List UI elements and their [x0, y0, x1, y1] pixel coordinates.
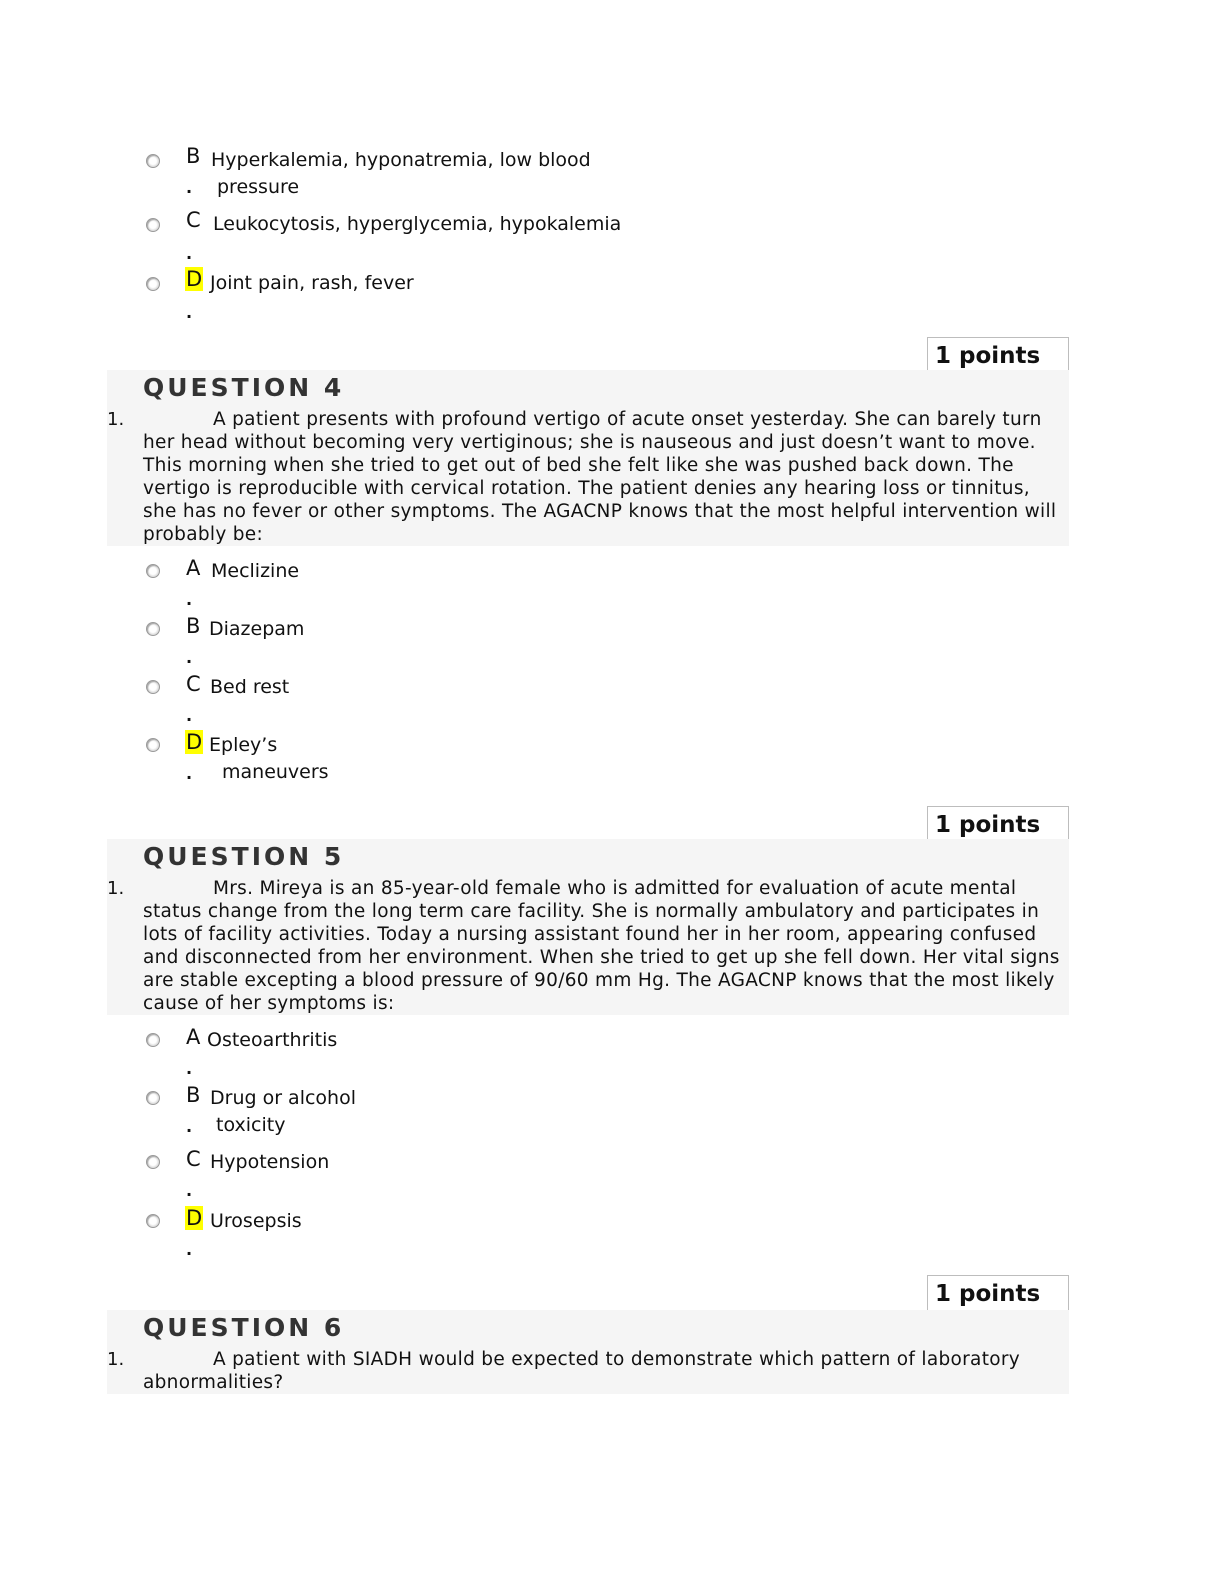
answer-option[interactable] — [0, 556, 1224, 616]
radio-button[interactable] — [146, 1214, 160, 1228]
option-text: Hyperkalemia, hyponatremia, low blood — [211, 149, 591, 171]
option-text: Diazepam — [209, 618, 305, 640]
question-title: QUESTION 5 — [143, 842, 345, 871]
radio-button[interactable] — [146, 564, 160, 578]
answer-option[interactable] — [0, 267, 1224, 327]
answer-option[interactable] — [0, 1206, 1224, 1266]
option-dot: . — [186, 1240, 193, 1259]
points-box — [927, 337, 1069, 373]
answer-option[interactable] — [0, 730, 1224, 790]
option-text: Leukocytosis, hyperglycemia, hypokalemia — [213, 213, 622, 235]
option-dot: . — [186, 1117, 193, 1136]
option-dot: . — [186, 244, 193, 263]
option-dot: . — [186, 1181, 193, 1200]
option-text: Joint pain, rash, fever — [210, 272, 414, 294]
points-label: 1 points — [935, 343, 1041, 369]
radio-button[interactable] — [146, 1155, 160, 1169]
question-number: 1. — [107, 878, 125, 899]
option-letter-highlighted: D — [186, 730, 203, 754]
option-text: Epley’s — [209, 734, 278, 756]
question-number: 1. — [107, 409, 125, 430]
option-letter: C — [186, 1147, 201, 1171]
radio-button[interactable] — [146, 622, 160, 636]
option-letter: A — [186, 556, 201, 580]
question-text: A patient with SIADH would be expected to demonstrate which pattern of laboratory abnormalities? — [143, 1349, 1021, 1393]
question-panel — [107, 839, 1069, 1015]
answer-option[interactable] — [0, 1025, 1224, 1085]
option-text: Meclizine — [211, 560, 300, 582]
option-dot: . — [186, 764, 193, 783]
option-letter: B — [186, 1083, 201, 1107]
option-dot: . — [186, 706, 193, 725]
option-dot: . — [186, 303, 193, 322]
answer-option[interactable] — [0, 1083, 1224, 1143]
option-letter: A — [186, 1025, 201, 1049]
option-letter: C — [186, 672, 201, 696]
option-letter-highlighted: D — [186, 267, 203, 291]
option-letter: B — [186, 614, 201, 638]
option-letter-highlighted: D — [186, 1206, 203, 1230]
option-dot: . — [186, 590, 193, 609]
option-dot: . — [186, 648, 193, 667]
question-text: Mrs. Mireya is an 85-year-old female who is admitted for evaluation of acute mental status change from the long term care facility. She is normally ambulatory and participates in lots of facility activities. Today a nursing assistant found her in her room, appearing confused and disconnected from her environment. When she tried to get up she fell down. Her vital signs are stable excepting a blood pressure of 90/60 mm Hg. The AGACNP knows that the most likely cause of her symptoms is: — [143, 878, 1060, 1014]
question-panel — [107, 370, 1069, 546]
option-text-continued: pressure — [217, 176, 300, 198]
radio-button[interactable] — [146, 154, 160, 168]
answer-option[interactable] — [0, 1147, 1224, 1207]
option-text: Hypotension — [210, 1151, 330, 1173]
radio-button[interactable] — [146, 1091, 160, 1105]
radio-button[interactable] — [146, 1033, 160, 1047]
question-panel — [107, 1310, 1069, 1394]
question-number: 1. — [107, 1349, 125, 1370]
radio-button[interactable] — [146, 218, 160, 232]
answer-option[interactable] — [0, 208, 1224, 268]
option-letter: B — [186, 144, 201, 168]
points-box — [927, 806, 1069, 842]
option-dot: . — [186, 178, 193, 197]
answer-option[interactable] — [0, 614, 1224, 674]
option-letter: C — [186, 208, 201, 232]
option-text-continued: maneuvers — [222, 761, 329, 783]
option-text-continued: toxicity — [216, 1114, 286, 1136]
points-label: 1 points — [935, 1281, 1041, 1307]
option-text: Osteoarthritis — [207, 1029, 338, 1051]
points-label: 1 points — [935, 812, 1041, 838]
question-text: A patient presents with profound vertigo of acute onset yesterday. She can barely turn her head without becoming very vertiginous; she is nauseous and just doesn’t want to move. This morning when she tried to get out of bed she felt like she was pushed back down. The vertigo is reproducible with cervical rotation. The patient denies any hearing loss or tinnitus, she has no fever or other symptoms. The AGACNP knows that the most helpful intervention will probably be: — [143, 409, 1057, 545]
option-text: Urosepsis — [210, 1210, 302, 1232]
points-box — [927, 1275, 1069, 1311]
radio-button[interactable] — [146, 680, 160, 694]
question-title: QUESTION 6 — [143, 1313, 345, 1342]
answer-option[interactable] — [0, 144, 1224, 204]
radio-button[interactable] — [146, 277, 160, 291]
answer-option[interactable] — [0, 672, 1224, 732]
radio-button[interactable] — [146, 738, 160, 752]
option-dot: . — [186, 1059, 193, 1078]
option-text: Drug or alcohol — [210, 1087, 356, 1109]
option-text: Bed rest — [210, 676, 290, 698]
question-title: QUESTION 4 — [143, 373, 345, 402]
